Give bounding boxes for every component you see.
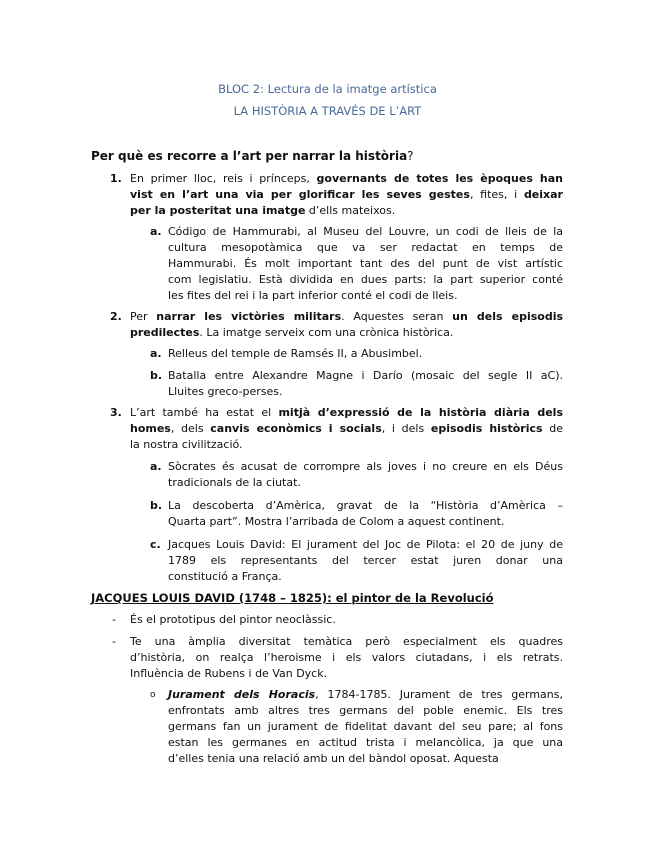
document-title: BLOC 2: Lectura de la imatge artística — [218, 82, 437, 96]
emphasis-text: deixar — [523, 188, 563, 201]
section-heading-david: JACQUES LOUIS DAVID (1748 – 1825): el pintor de la Revolució — [91, 591, 494, 605]
text-line — [130, 405, 563, 421]
document-subtitle: LA HISTÒRIA A TRAVÉS DE L’ART — [233, 104, 422, 118]
emphasis-text: Jurament dels Horacis — [168, 688, 316, 701]
list-letter: b. — [150, 369, 163, 382]
emphasis-text: mitjà d’expressió de la història diària dels — [278, 406, 563, 419]
emphasis-text: per la posteritat una imatge — [130, 204, 306, 217]
body-text: 1789 els representants del tercer estat juren donar una — [168, 554, 563, 567]
list-item — [168, 498, 563, 530]
text-line — [168, 569, 563, 585]
body-text: Lluites greco-perses. — [168, 385, 283, 398]
text-line — [130, 421, 563, 437]
body-text: Hammurabi. És molt important tant des del punt de vist artístic — [168, 257, 563, 270]
body-text: la nostra civilització. — [130, 438, 243, 451]
text-line — [130, 187, 563, 203]
body-text: germans fan un jurament de fidelitat davant del seu pare; al fons — [168, 720, 563, 733]
list-letter: a. — [150, 347, 162, 360]
body-text: d’elles tenia una relació amb un del bàndol oposat. Aquesta — [168, 752, 499, 765]
body-text: les fites del rei i la part inferior conté el codi de lleis. — [168, 289, 458, 302]
text-line — [168, 703, 563, 719]
text-line — [168, 459, 563, 475]
bullet-icon: - — [112, 613, 116, 626]
text-line — [168, 384, 563, 400]
bullet-icon: - — [112, 635, 116, 648]
body-text: Código de Hammurabi, al Museu del Louvre, un codi de lleis de la — [168, 225, 563, 238]
list-letter: a. — [150, 460, 162, 473]
text-line — [168, 514, 563, 530]
text-line — [168, 346, 563, 362]
text-line — [130, 666, 563, 682]
body-text: És el prototipus del pintor neoclàssic. — [130, 613, 336, 626]
bullet-icon: o — [150, 690, 156, 700]
body-text: d’història, on realça l’heroisme i els valors ciutadans, i els retrats. — [130, 651, 563, 664]
body-text: , i dels — [381, 422, 431, 435]
body-text: Per — [130, 310, 157, 323]
text-line — [168, 224, 563, 240]
body-text: , 1784-1785. Jurament de tres germans, — [315, 688, 563, 701]
body-text: , fites, i — [469, 188, 524, 201]
body-text: Te una àmplia diversitat temàtica però especialment els quadres — [130, 635, 563, 648]
body-text: Relleus del temple de Ramsés II, a Abusimbel. — [168, 347, 423, 360]
body-text: La descoberta d’Amèrica, gravat de la “Història d’Amèrica – — [168, 499, 563, 512]
list-number: 3. — [110, 406, 122, 419]
list-number: 2. — [110, 310, 122, 323]
body-text: Jacques Louis David: El jurament del Joc de Pilota: el 20 de juny de — [168, 538, 563, 551]
body-text: cultura mesopotàmica que va ser redactat en temps de — [168, 241, 563, 254]
body-text: L’art també ha estat el — [130, 406, 279, 419]
list-item — [130, 309, 563, 341]
body-text: , dels — [170, 422, 211, 435]
list-item — [168, 368, 563, 400]
body-text: Quarta part”. Mostra l’arribada de Colom a aquest continent. — [168, 515, 505, 528]
emphasis-text: narrar les victòries militars — [156, 310, 342, 323]
body-text: tradicionals de la ciutat. — [168, 476, 301, 489]
emphasis-text: un dels episodis — [452, 310, 564, 323]
body-text: En primer lloc, reis i prínceps, — [130, 172, 317, 185]
emphasis-text: episodis històrics — [430, 422, 543, 435]
body-text: de — [542, 422, 563, 435]
body-text: . La imatge serveix com una crònica històrica. — [199, 326, 454, 339]
list-item — [168, 687, 563, 767]
list-item — [130, 171, 563, 219]
text-line — [130, 650, 563, 666]
list-item — [168, 224, 563, 304]
text-line — [168, 735, 563, 751]
body-text: enfrontats amb altres tres germans del poble enemic. Els tres — [168, 704, 563, 717]
text-line — [168, 368, 563, 384]
text-line — [130, 612, 563, 628]
emphasis-text: governants de totes les èpoques han — [316, 172, 563, 185]
body-text: constitució a França. — [168, 570, 282, 583]
list-letter: a. — [150, 225, 162, 238]
text-line — [130, 171, 563, 187]
body-text: Batalla entre Alexandre Magne i Darío (mosaic del segle II aC). — [168, 369, 563, 382]
text-line — [168, 537, 563, 553]
text-line — [168, 751, 563, 767]
body-text: com legislatiu. Està dividida en dues parts: la part superior conté — [168, 273, 563, 286]
body-text: estan les germanes en actitud trista i melancòlica, ja que una — [168, 736, 563, 749]
question-mark: ? — [407, 149, 414, 163]
text-line — [130, 309, 563, 325]
list-item — [130, 612, 563, 628]
text-line — [130, 437, 563, 453]
body-text: Influència de Rubens i de Van Dyck. — [130, 667, 328, 680]
list-letter: c. — [150, 538, 161, 551]
text-line — [168, 719, 563, 735]
body-text: . Aquestes seran — [341, 310, 453, 323]
list-number: 1. — [110, 172, 122, 185]
list-item — [168, 459, 563, 491]
text-line — [130, 325, 563, 341]
list-item — [130, 405, 563, 453]
text-line — [130, 634, 563, 650]
list-letter: b. — [150, 499, 163, 512]
text-line — [130, 203, 563, 219]
emphasis-text: canvis econòmics i socials — [210, 422, 382, 435]
text-line — [168, 687, 563, 703]
question-text: Per què es recorre a l’art per narrar la història — [91, 149, 408, 163]
emphasis-text: homes — [130, 422, 171, 435]
text-line — [168, 553, 563, 569]
emphasis-text: vist en l’art una via per glorificar les seves gestes — [130, 188, 470, 201]
body-text: Sòcrates és acusat de corrompre als joves i no creure en els Déus — [168, 460, 563, 473]
text-line — [168, 475, 563, 491]
body-text: d’ells mateixos. — [305, 204, 396, 217]
text-line — [168, 498, 563, 514]
text-line — [168, 240, 563, 256]
list-item — [168, 537, 563, 585]
list-item — [130, 634, 563, 682]
text-line — [168, 256, 563, 272]
list-item — [168, 346, 563, 362]
text-line — [168, 272, 563, 288]
emphasis-text: predilectes — [130, 326, 200, 339]
text-line — [168, 288, 563, 304]
section-question — [91, 148, 414, 164]
